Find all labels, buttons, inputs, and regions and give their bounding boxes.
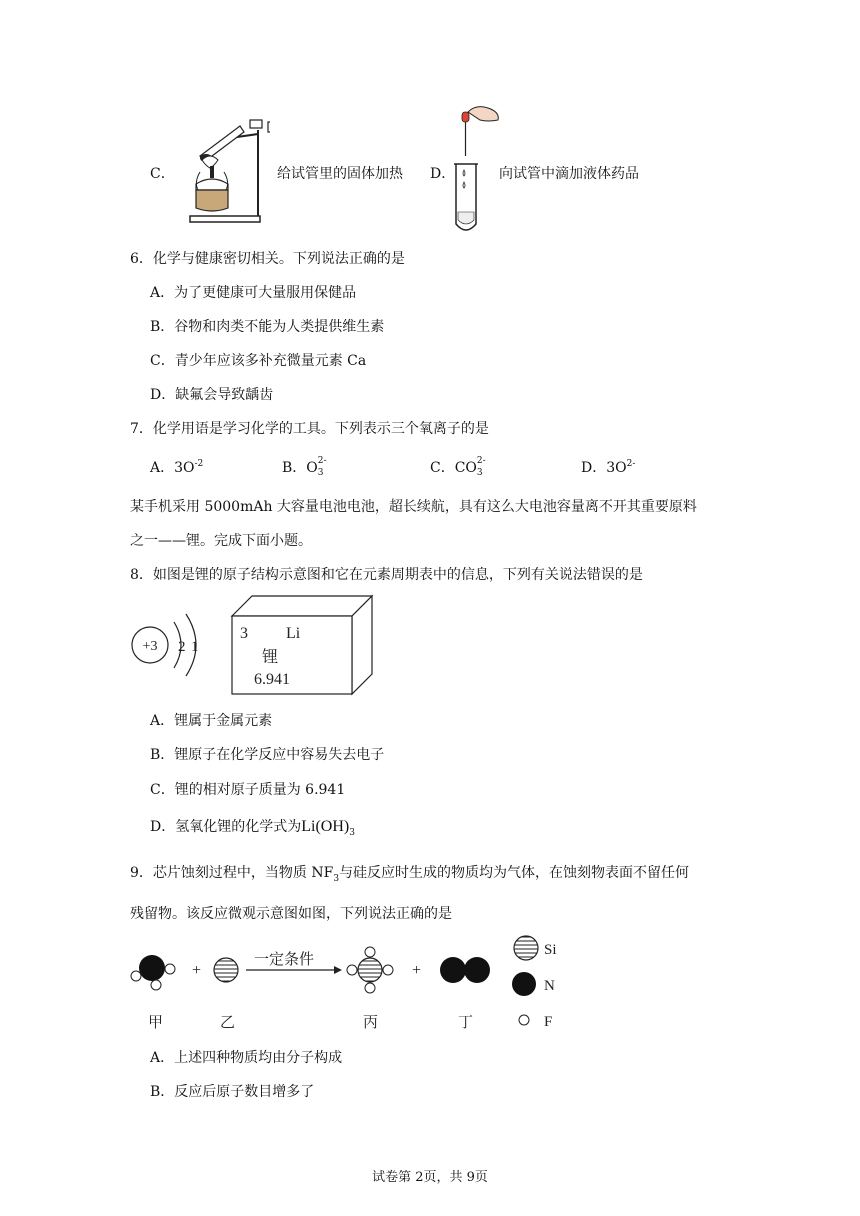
reaction-micro-diagram [126,932,586,1036]
nucleus-charge: +3 [142,639,158,654]
label-jia: 甲 [148,1015,164,1031]
legend-si-icon [514,936,538,960]
label-bing: 丙 [363,1015,379,1031]
intro-line-2: 之一——锂。完成下面小题。 [130,533,312,549]
shell-1-electrons: 2 [178,639,186,655]
q5-option-c-label: C． [150,166,175,182]
q7-stem: 7．化学用语是学习化学的工具。下列表示三个氧离子的是 [130,421,489,437]
label-yi: 乙 [220,1015,236,1031]
periodic-table-cell-lithium [230,594,380,698]
legend-si-label: Si [544,942,557,958]
q9-option-b: B．反应后原子数目增多了 [150,1084,315,1100]
molecule-jia [131,955,175,990]
q9-stem-line-1: 9．芯片蚀刻过程中，当物质 $NF_3$与硅反应时生成的物质均为气体，在蚀刻物表面不留任何 [130,865,690,884]
reaction-condition: 一定条件 [254,952,315,968]
element-name: 锂 [262,649,279,666]
dropper-test-tube-illustration [452,104,502,240]
q8-option-c: C．锂的相对原子质量为 6.941 [150,782,346,798]
legend-n-icon [512,972,536,996]
element-symbol: Li [286,625,301,642]
q8-option-b: B．锂原子在化学反应中容易失去电子 [150,747,385,763]
legend-f-label: F [544,1014,553,1030]
atomic-number: 3 [240,625,248,642]
molecule-ding [440,957,490,983]
q8-option-a: A．锂属于金属元素 [150,713,273,729]
shell-2-electrons: 1 [191,639,199,655]
q5-option-d-label: D． [430,166,456,182]
q6-option-a: A．为了更健康可大量服用保健品 [150,285,357,301]
atomic-mass: 6.941 [254,671,290,688]
q9-option-a: A．上述四种物质均由分子构成 [150,1050,343,1066]
legend-f-icon [519,1015,529,1025]
q6-stem: 6．化学与健康密切相关。下列说法正确的是 [130,251,405,267]
molecule-yi [214,958,238,982]
plus-sign-2: + [412,962,422,979]
molecule-bing [347,947,393,993]
q6-option-b: B．谷物和肉类不能为人类提供维生素 [150,319,385,335]
q8-option-d: D．氢氧化锂的化学式为$Li(OH)_3$ [150,818,355,838]
q5-option-d-text: 向试管中滴加液体药品 [499,166,639,182]
intro-line-1: 某手机采用 5000mAh 大容量电池电池，超长续航，具有这么大电池容量离不开其重要原料 [130,499,697,515]
plus-sign-1: + [192,962,202,979]
heating-test-tube-illustration [180,108,270,228]
q5-option-c-text: 给试管里的固体加热 [277,166,403,182]
legend-n-label: N [544,978,555,994]
q7-option-c: C．CO 2- 3 [430,456,486,478]
q8-stem: 8．如图是锂的原子结构示意图和它在元素周期表中的信息，下列有关说法错误的是 [130,567,643,583]
q6-option-c: C．青少年应该多补充微量元素 Ca [150,353,367,369]
q6-option-d: D．缺氟会导致龋齿 [150,387,274,403]
label-ding: 丁 [458,1015,474,1031]
page-footer: 试卷第 2页，共 9页 [372,1170,488,1185]
q9-stem-line-2: 残留物。该反应微观示意图如图，下列说法正确的是 [130,906,452,922]
q7-option-d: D．$3O^{2-}$ [581,459,636,476]
q7-option-a: A．$3O^{-2}$ [150,459,204,476]
q7-option-b: B．O 2- 3 [282,456,327,478]
